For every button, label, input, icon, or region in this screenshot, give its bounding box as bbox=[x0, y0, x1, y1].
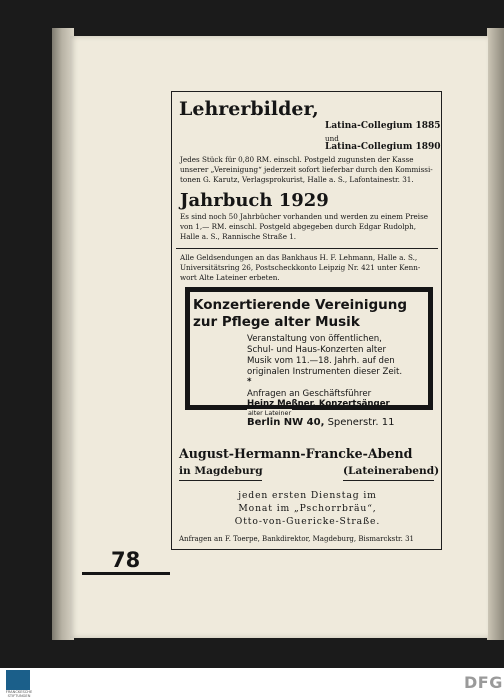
page-number-rule bbox=[82, 572, 170, 575]
ad-subtitle: (Lateinerabend) bbox=[343, 465, 440, 477]
dfg-logo: DFG bbox=[464, 673, 503, 692]
ad-body-line: Halle a. S., Rannische Straße 1. bbox=[180, 232, 297, 241]
concert-title-1: Konzertierende Vereinigung bbox=[193, 297, 408, 313]
concert-address-city: Berlin NW 40, bbox=[247, 417, 325, 428]
concert-body-line: Musik vom 11.—18. Jahrh. auf den bbox=[247, 356, 395, 366]
concert-body-line: originalen Instrumenten dieser Zeit. bbox=[247, 367, 403, 377]
concert-title-2: zur Pflege alter Musik bbox=[193, 314, 360, 330]
institution-logo-icon bbox=[6, 670, 30, 690]
institution-logo-caption: FRANCKESCHE STIFTUNGEN bbox=[5, 690, 33, 698]
concert-address-street: Spenerstr. 11 bbox=[324, 417, 395, 428]
subtitle-underline bbox=[343, 480, 434, 481]
viewer-footer bbox=[0, 668, 504, 698]
ad-line-collegium-1885: Latina-Collegium 1885 bbox=[325, 121, 441, 131]
ad-title-jahrbuch: Jahrbuch 1929 bbox=[180, 190, 329, 211]
concert-contact-sub: alter Lateiner bbox=[248, 409, 292, 417]
concert-separator-star: * bbox=[247, 377, 252, 387]
ad-body-line: tonen G. Karutz, Verlagsprokurist, Halle a. S., Lafontainestr. 31. bbox=[180, 175, 414, 184]
concert-body-line: Veranstaltung von öffentlichen, bbox=[247, 334, 382, 344]
ad-body-line: unserer „Vereinigung“ jederzeit sofort lieferbar durch den Kommissi- bbox=[180, 165, 433, 174]
ad-title-lehrerbilder: Lehrerbilder, bbox=[179, 98, 319, 120]
francke-footer-line: Anfragen an F. Toerpe, Bankdirektor, Magdeburg, Bismarckstr. 31 bbox=[179, 535, 414, 543]
francke-body-line: Monat im „Pschorrbräu“, bbox=[238, 503, 377, 514]
ad-line-collegium-1890: Latina-Collegium 1890 bbox=[325, 142, 441, 152]
ad-body-line: Universitätsring 26, Postscheckkonto Leipzig Nr. 421 unter Kenn- bbox=[180, 263, 421, 272]
ad-place: in Magdeburg bbox=[179, 465, 263, 477]
book-cover-edge bbox=[487, 28, 504, 640]
concert-contact-intro: Anfragen an Geschäftsführer bbox=[247, 389, 372, 399]
ad-title-francke: August-Hermann-Francke-Abend bbox=[179, 446, 413, 461]
ad-body-line: Alle Geldsendungen an das Bankhaus H. F. Lehmann, Halle a. S., bbox=[180, 253, 418, 262]
ad-body-line: wort Alte Lateiner erbeten. bbox=[180, 273, 280, 282]
ad-body-line: Jedes Stück für 0,80 RM. einschl. Postgeld zugunsten der Kasse bbox=[180, 155, 414, 164]
ad-body-line: Es sind noch 50 Jahrbücher vorhanden und werden zu einem Preise bbox=[180, 212, 429, 221]
concert-contact-name: Heinz Meßner, Konzertsänger bbox=[247, 399, 390, 409]
concert-body-line: Schul- und Haus-Konzerten alter bbox=[247, 345, 387, 355]
francke-body-line: Otto-von-Guericke-Straße. bbox=[234, 516, 381, 527]
francke-body-line: jeden ersten Dienstag im bbox=[238, 490, 377, 501]
ad-and: und bbox=[325, 134, 339, 143]
place-underline bbox=[179, 480, 262, 481]
ad-body-line: von 1,— RM. einschl. Postgeld abgegeben durch Edgar Rudolph, bbox=[180, 222, 417, 231]
page-number: 78 bbox=[111, 548, 141, 572]
section-divider bbox=[176, 248, 438, 249]
concert-address bbox=[247, 417, 396, 428]
